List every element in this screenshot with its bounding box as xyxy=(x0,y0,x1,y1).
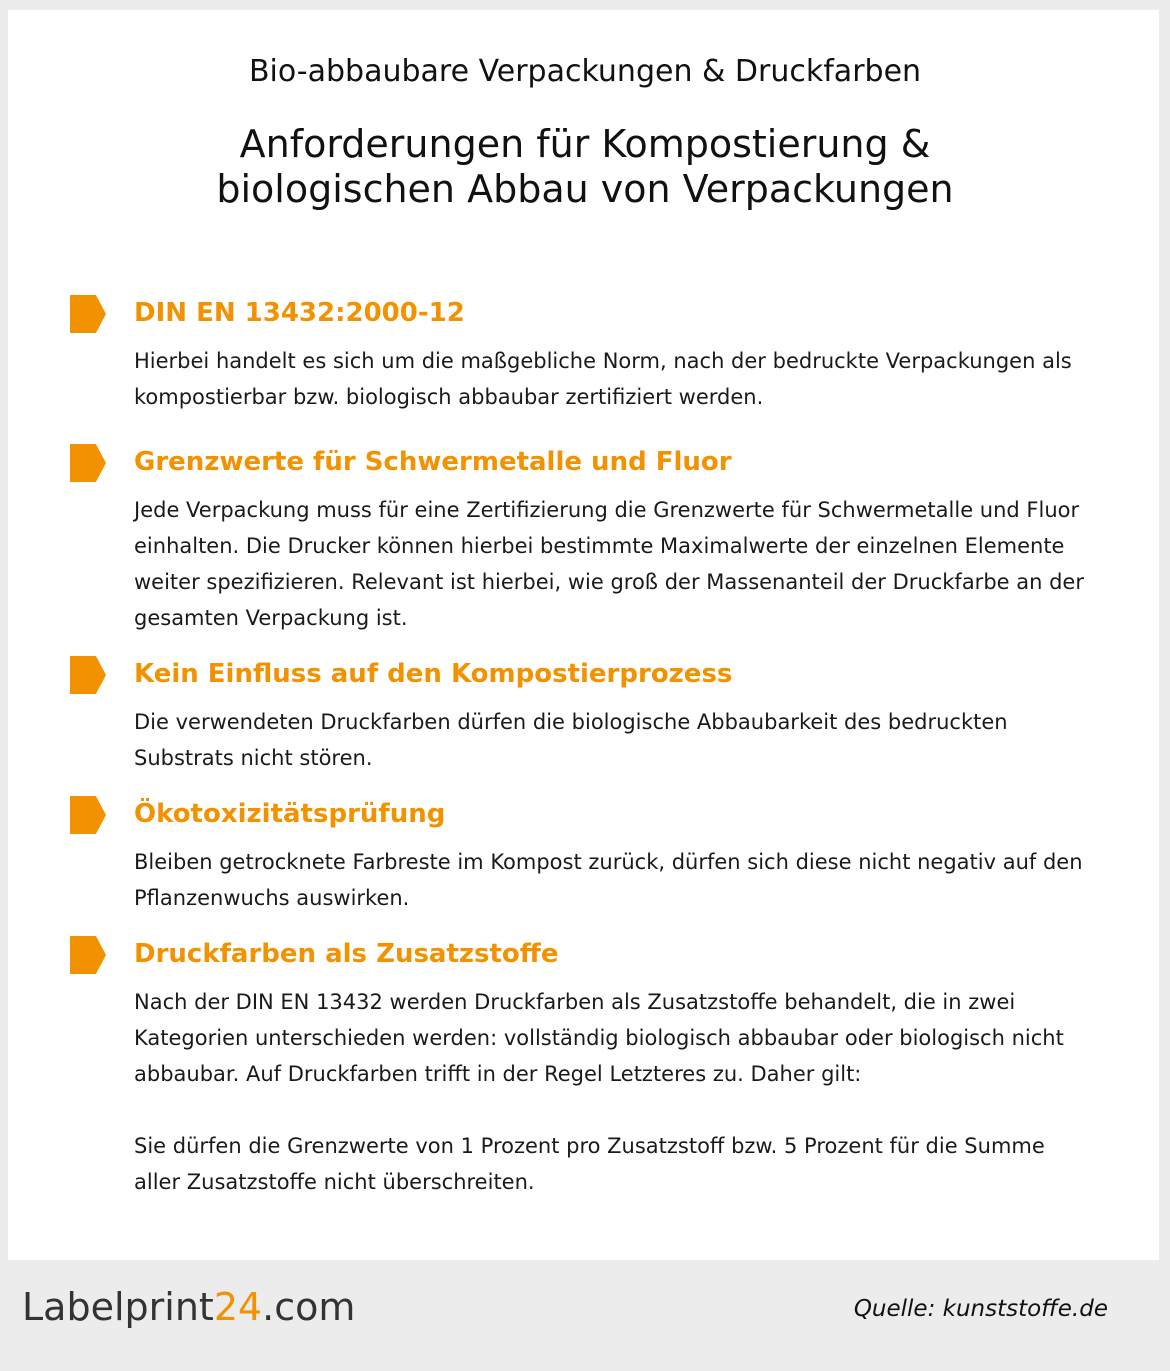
section-body xyxy=(134,704,1094,776)
section-body xyxy=(134,984,1094,1200)
section-paragraph: Hierbei handelt es sich um die maßgebliche Norm, nach der bedruckte Verpackungen als kompostierbar bzw. biologisch abbaubar zertifiziert werden. xyxy=(134,349,1072,409)
page-subtitle: Bio-abbaubare Verpackungen & Druckfarben xyxy=(248,54,922,89)
section-paragraph-2: Sie dürfen die Grenzwerte von 1 Prozent pro Zusatzstoff bzw. 5 Prozent für die Summe aller Zusatzstoffe nicht überschreiten. xyxy=(134,1134,1045,1194)
logo-text-labelprint: Labelprint xyxy=(22,1285,214,1329)
section-heading: Ökotoxizitätsprüfung xyxy=(134,799,446,829)
logo-text-24: 24 xyxy=(213,1285,263,1329)
logo-text-com: .com xyxy=(262,1285,356,1329)
footer xyxy=(0,1260,1170,1371)
section-heading: DIN EN 13432:2000-12 xyxy=(134,298,465,328)
section-body xyxy=(134,492,1094,636)
section-heading: Kein Einfluss auf den Kompostierprozess xyxy=(134,659,733,689)
page-title xyxy=(0,122,1170,212)
page-title-line-1: Anforderungen für Kompostierung & xyxy=(239,122,931,166)
section-paragraph: Die verwendeten Druckfarben dürfen die biologische Abbaubarkeit des bedruckten Substrats nicht stören. xyxy=(134,710,1008,770)
section-heading: Grenzwerte für Schwermetalle und Fluor xyxy=(134,447,732,477)
page-title-line-2: biologischen Abbau von Verpackungen xyxy=(216,167,954,211)
source-note: Quelle: kunststoffe.de xyxy=(853,1296,1108,1322)
section-body xyxy=(134,343,1094,415)
section-heading: Druckfarben als Zusatzstoffe xyxy=(134,939,559,969)
section-paragraph: Bleiben getrocknete Farbreste im Kompost zurück, dürfen sich diese nicht negativ auf den Pflanzenwuchs auswirken. xyxy=(134,850,1083,910)
labelprint24-logo xyxy=(22,1282,355,1332)
section-paragraph: Nach der DIN EN 13432 werden Druckfarben als Zusatzstoffe behandelt, die in zwei Kategorien unterschieden werden: vollständig biologisch abbaubar oder biologisch nicht abbaubar. Auf Druckfarben trifft in der Regel Letzteres zu. Daher gilt: xyxy=(134,990,1064,1086)
section-body xyxy=(134,844,1094,916)
section-paragraph: Jede Verpackung muss für eine Zertifizierung die Grenzwerte für Schwermetalle und Fluor einhalten. Die Drucker können hierbei bestimmte Maximalwerte der einzelnen Elemente weiter spezifizieren. Relevant ist hierbei, wie groß der Massenanteil der Druckfarbe an der gesamten Verpackung ist. xyxy=(134,498,1084,630)
